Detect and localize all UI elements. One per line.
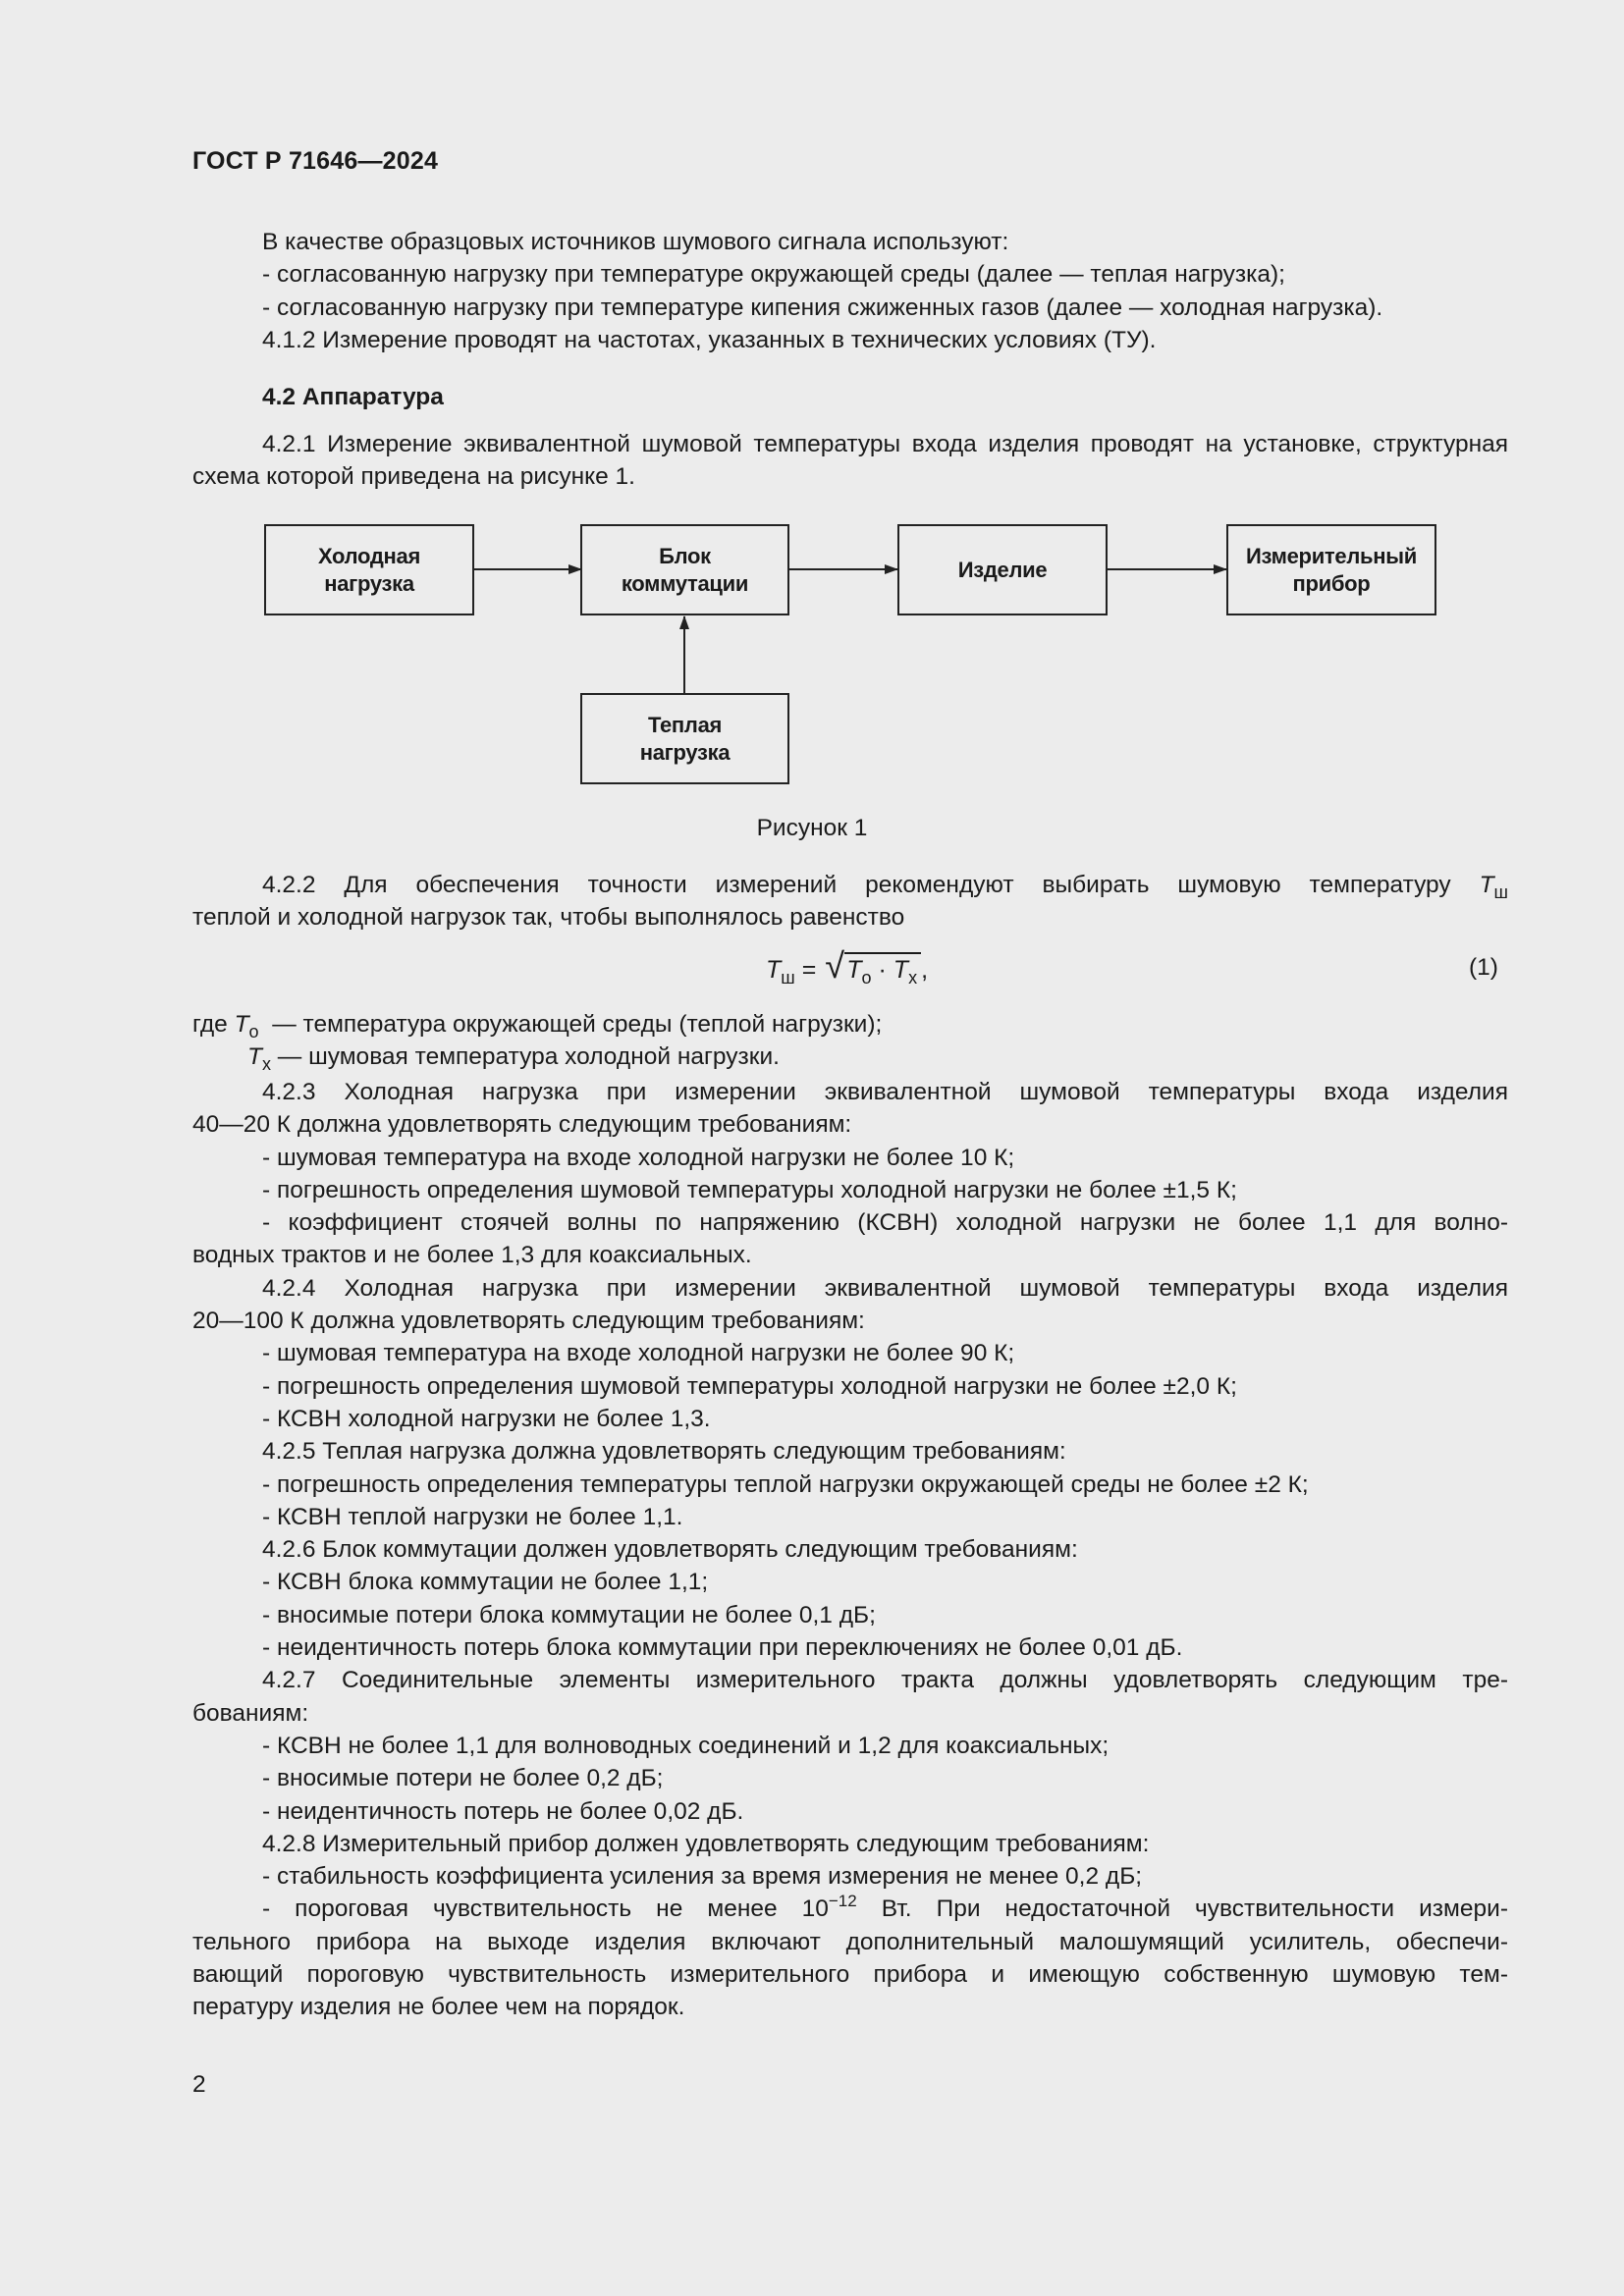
- box-label: Изделие: [957, 557, 1048, 582]
- text-line: [192, 1893, 1508, 1925]
- formula-lhs: T: [766, 956, 782, 984]
- text-line: - стабильность коэффициента усиления за время измерения не менее 0,2 дБ;: [262, 1863, 1143, 1891]
- figure-caption: Рисунок 1: [756, 815, 868, 841]
- text-line: - шумовая температура на входе холодной нагрузки не более 10 К;: [262, 1144, 1015, 1171]
- box-label: Холодная: [317, 543, 421, 568]
- box-label: Измерительный: [1246, 543, 1417, 568]
- text-line: пературу изделия не более чем на порядок.: [192, 1994, 685, 2021]
- sqrt-expression: [825, 945, 921, 988]
- formula-a-sub: о: [861, 968, 872, 988]
- intro-line: 4.1.2 Измерение проводят на частотах, указанных в технических условиях (ТУ).: [262, 326, 1157, 353]
- text-part: - пороговая чувствительность не менее 10: [262, 1896, 829, 1923]
- paragraph-text: 4.2.1 Измерение эквивалентной шумовой температуры входа изделия проводят на установке, структурная схема которой приведена на рисунке 1.: [192, 431, 1508, 491]
- text-line: - коэффициент стоячей волны по напряжению (КСВН) холодной нагрузки не более 1,1 для волно-: [262, 1209, 1508, 1237]
- text-line: - неидентичность потерь блока коммутации при переключениях не более 0,01 дБ.: [262, 1634, 1183, 1662]
- text-line: 4.2.7 Соединительные элементы измерительного тракта должны удовлетворять следующим тре-: [262, 1667, 1508, 1694]
- formula-b: T: [893, 956, 909, 984]
- text-line: - вносимые потери не более 0,2 дБ;: [262, 1765, 664, 1792]
- box-warm-load: [580, 693, 789, 784]
- text-line: водных трактов и не более 1,3 для коаксиальных.: [192, 1242, 752, 1269]
- box-label: Блок: [659, 543, 711, 568]
- box-label: нагрузка: [639, 739, 731, 765]
- text-line: - КСВН холодной нагрузки не более 1,3.: [262, 1405, 711, 1432]
- section-title: 4.2 Аппаратура: [262, 384, 444, 410]
- text-line: - погрешность определения температуры теплой нагрузки окружающей среды не более ±2 К;: [262, 1470, 1309, 1498]
- text-line: 20—100 К должна удовлетворять следующим требованиям:: [192, 1308, 865, 1335]
- text-part: Вт. При недостаточной чувствительности измери-: [856, 1896, 1508, 1923]
- text-line: тельного прибора на выходе изделия включают дополнительный малошумящий усилитель, обеспечи-: [192, 1928, 1508, 1955]
- text-line: - КСВН блока коммутации не более 1,1;: [262, 1569, 709, 1596]
- formula-b-sub: х: [908, 968, 918, 988]
- where-t0-text: — температура окружающей среды (теплой нагрузки);: [272, 1011, 883, 1038]
- paragraph-text: 4.2.2 Для обеспечения точности измерений рекомендуют выбирать шумовую температуру: [262, 872, 1451, 898]
- box-measuring-instrument: [1226, 524, 1436, 615]
- box-cold-load: [264, 524, 474, 615]
- symbol-t0-sub: о: [248, 1022, 259, 1041]
- text-line: - шумовая температура на входе холодной нагрузки не более 90 К;: [262, 1340, 1015, 1367]
- formula-dot: ·: [878, 956, 887, 984]
- symbol-tx: T: [247, 1043, 262, 1071]
- where-line-tx: [192, 1041, 1508, 1073]
- paragraph-line: [192, 869, 1508, 901]
- paragraph-line: теплой и холодной нагрузок так, чтобы выполнялось равенство: [192, 904, 905, 932]
- text-line: 4.2.4 Холодная нагрузка при измерении эквивалентной шумовой температуры входа изделия: [262, 1274, 1508, 1302]
- text-line: вающий пороговую чувствительность измерительного прибора и имеющую собственную шумовую тем-: [192, 1961, 1508, 1989]
- symbol-t: T: [1479, 872, 1494, 898]
- text-line: 4.2.5 Теплая нагрузка должна удовлетворять следующим требованиям:: [262, 1438, 1066, 1466]
- where-prefix: где: [192, 1011, 228, 1038]
- box-label: прибор: [1292, 570, 1371, 596]
- text-line: 4.2.6 Блок коммутации должен удовлетворять следующим требованиям:: [262, 1536, 1078, 1564]
- formula-number: (1): [1469, 954, 1498, 981]
- box-label: Теплая: [647, 712, 723, 737]
- formula-eq: =: [801, 956, 817, 984]
- formula-comma: ,: [921, 956, 929, 984]
- text-line: 4.2.3 Холодная нагрузка при измерении эквивалентной шумовой температуры входа изделия: [262, 1079, 1508, 1105]
- paragraph-4-2-2: [192, 869, 1508, 934]
- intro-line: - согласованную нагрузку при температуре кипения сжиженных газов (далее — холодная нагрузка).: [262, 294, 1383, 321]
- text-line: - вносимые потери блока коммутации не более 0,1 дБ;: [262, 1601, 876, 1629]
- box-switch-block: [580, 524, 789, 615]
- box-product: [897, 524, 1108, 615]
- text-line: - погрешность определения шумовой температуры холодной нагрузки не более ±2,0 К;: [262, 1372, 1237, 1400]
- document-header: ГОСТ Р 71646—2024: [192, 147, 439, 175]
- exponent: −12: [828, 1892, 857, 1911]
- requirements-block: [192, 1076, 1508, 2024]
- intro-line: В качестве образцовых источников шумового сигнала используют:: [262, 229, 1009, 255]
- intro-line: - согласованную нагрузку при температуре окружающей среды (далее — теплая нагрузка);: [262, 261, 1285, 289]
- text-line: - КСВН не более 1,1 для волноводных соединений и 1,2 для коаксиальных;: [262, 1732, 1110, 1759]
- intro-block: [192, 226, 1508, 356]
- page-number: 2: [192, 2071, 206, 2098]
- text-line: - КСВН теплой нагрузки не более 1,1.: [262, 1503, 683, 1530]
- box-label: нагрузка: [324, 570, 414, 596]
- symbol-t0: T: [234, 1011, 249, 1038]
- text-line: бованиям:: [192, 1699, 309, 1727]
- symbol-sub: ш: [1493, 882, 1508, 902]
- sqrt-sign-icon: √: [825, 945, 845, 986]
- formula-lhs-sub: ш: [781, 968, 795, 988]
- text-line: 40—20 К должна удовлетворять следующим требованиям:: [192, 1111, 852, 1139]
- box-label: коммутации: [621, 570, 749, 596]
- where-tx-text: — шумовая температура холодной нагрузки.: [277, 1043, 780, 1071]
- text-line: 4.2.8 Измерительный прибор должен удовлетворять следующим требованиям:: [262, 1830, 1150, 1857]
- where-line-t0: [192, 1008, 1508, 1041]
- symbol-tx-sub: х: [261, 1054, 271, 1075]
- text-line: - неидентичность потерь не более 0,02 дБ.: [262, 1797, 744, 1825]
- where-block: [192, 1008, 1508, 1074]
- formula-1: [766, 945, 929, 988]
- paragraph-4-2-1: [192, 428, 1508, 494]
- text-line: - погрешность определения шумовой температуры холодной нагрузки не более ±1,5 К;: [262, 1176, 1237, 1203]
- formula-a: T: [846, 956, 862, 984]
